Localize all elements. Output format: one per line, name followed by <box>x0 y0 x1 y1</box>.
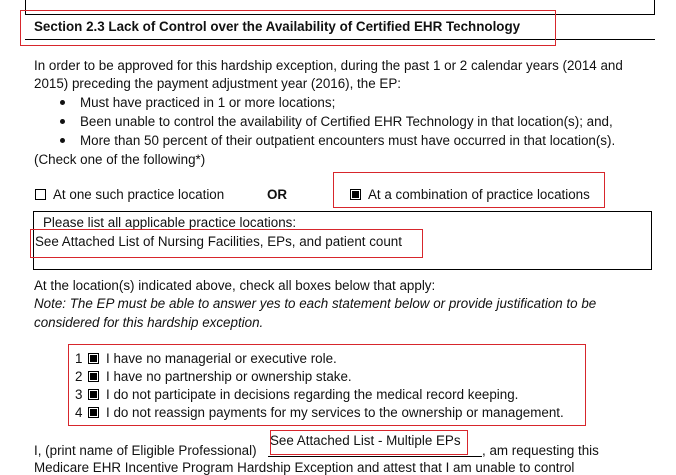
attestation-line-2: Medicare EHR Incentive Program Hardship Exception and attest that I am unable to control <box>34 460 575 475</box>
conditions-note-line-2: considered for this hardship exception. <box>34 315 264 330</box>
conditions-note-line-1: Note: The EP must be able to answer yes to each statement below or provide justification to be <box>34 296 597 311</box>
combination-locations-checkbox[interactable] <box>350 189 361 200</box>
bullet-item: Must have practiced in 1 or more locations; <box>80 95 336 110</box>
condition-checkbox[interactable] <box>88 407 99 418</box>
condition-text: I have no partnership or ownership stake. <box>106 369 352 384</box>
condition-number: 1 <box>75 351 83 366</box>
bullet-dot <box>60 100 65 105</box>
attestation-prefix: I, (print name of Eligible Professional) <box>34 443 257 458</box>
combination-locations-label: At a combination of practice locations <box>368 187 590 202</box>
practice-locations-value: See Attached List of Nursing Facilities, EPs, and patient count <box>35 234 402 249</box>
condition-checkbox[interactable] <box>88 389 99 400</box>
bullet-dot <box>60 119 65 124</box>
condition-checkbox[interactable] <box>88 371 99 382</box>
conditions-instruction: At the location(s) indicated above, check all boxes below that apply: <box>34 278 436 293</box>
condition-text: I have no managerial or executive role. <box>106 351 337 366</box>
or-label: OR <box>267 187 288 202</box>
ep-name-field[interactable]: See Attached List - Multiple EPs <box>270 433 461 448</box>
condition-number: 2 <box>75 369 83 384</box>
check-one-instruction: (Check one of the following*) <box>34 152 206 167</box>
practice-locations-prompt: Please list all applicable practice locations: <box>43 215 297 230</box>
intro-line-2: 2015) preceding the payment adjustment year (2016), the EP: <box>34 76 401 91</box>
ep-name-underline <box>268 456 482 457</box>
bullet-item: More than 50 percent of their outpatient encounters must have occurred in that location(s). <box>80 133 616 148</box>
condition-text: I do not participate in decisions regarding the medical record keeping. <box>106 387 519 402</box>
single-location-checkbox[interactable] <box>35 189 46 200</box>
intro-line-1: In order to be approved for this hardship exception, during the past 1 or 2 calendar years (2014 and <box>34 58 623 73</box>
condition-checkbox[interactable] <box>88 353 99 364</box>
attestation-suffix: , am requesting this <box>482 443 599 458</box>
top-right-border <box>654 0 655 14</box>
bullet-item: Been unable to control the availability of Certified EHR Technology in that location(s); and, <box>80 114 613 129</box>
single-location-label: At one such practice location <box>53 187 225 202</box>
section-title: Section 2.3 Lack of Control over the Availability of Certified EHR Technology <box>34 19 521 34</box>
condition-number: 4 <box>75 405 83 420</box>
condition-number: 3 <box>75 387 83 402</box>
bullet-dot <box>60 138 65 143</box>
condition-text: I do not reassign payments for my services to the ownership or management. <box>106 405 564 420</box>
